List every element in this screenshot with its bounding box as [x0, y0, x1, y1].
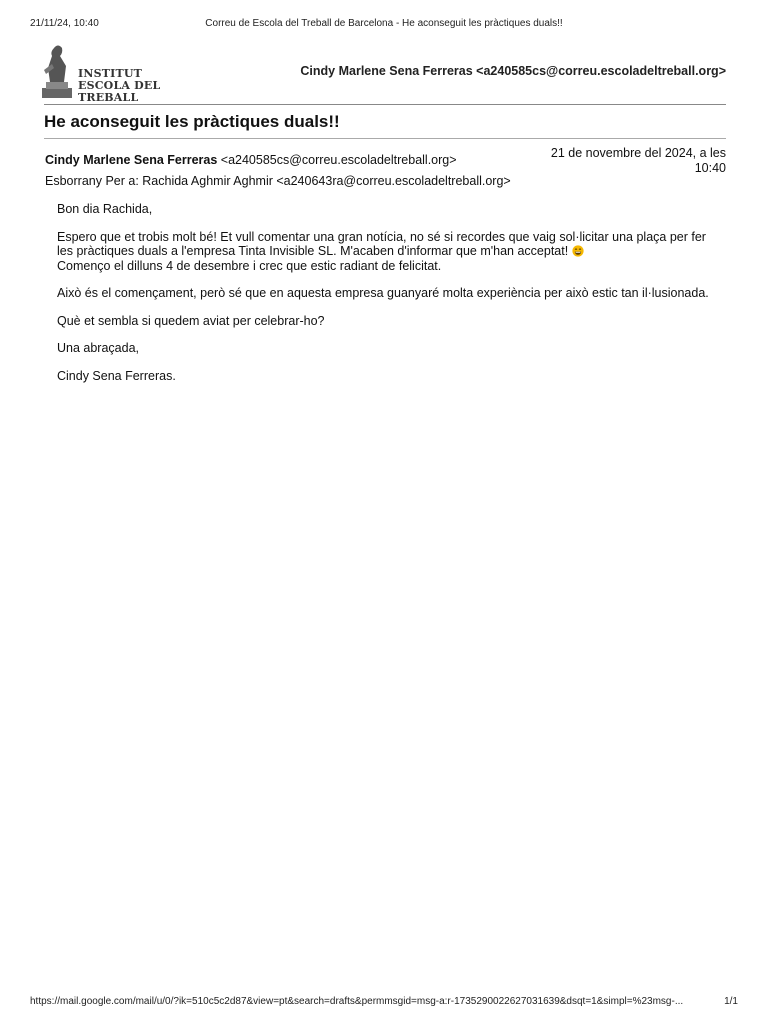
paragraph-experience: Això és el començament, però sé que en aquesta empresa guanyaré molta experiència per això estic tan il·lusionada.: [57, 286, 709, 300]
greeting: Bon dia Rachida,: [57, 202, 153, 216]
print-url: https://mail.google.com/mail/u/0/?ik=510c5c2d87&view=pt&search=drafts&permmsgid=msg-a:r-1735290022627031639&dsqt=1&simpl=%23msg-...: [30, 996, 684, 1007]
print-date: 21/11/24, 10:40: [30, 18, 99, 29]
grinning-face-icon: [572, 245, 584, 257]
logo-line1: INSTITUT: [78, 67, 143, 80]
subject-divider: [44, 138, 726, 139]
print-page-number: 1/1: [724, 996, 738, 1007]
recipient-line: Esborrany Per a: Rachida Aghmir Aghmir <a240643ra@correu.escoladeltreball.org>: [45, 174, 511, 188]
email-subject: He aconseguit les pràctiques duals!!: [44, 112, 340, 131]
closing: Una abraçada,: [57, 341, 140, 355]
logo-text: [78, 68, 188, 104]
print-title: Correu de Escola del Treball de Barcelona - He aconseguit les pràctiques duals!!: [205, 18, 563, 29]
sender-email: <a240585cs@correu.escoladeltreball.org>: [220, 153, 457, 167]
paragraph-news: [57, 230, 727, 274]
message-date-line1: 21 de novembre del 2024, a les: [550, 146, 726, 160]
paragraph-news-line1: Espero que et trobis molt bé! Et vull comentar una gran notícia, no sé si recordes que vaig sol·licitar una plaça per fer: [57, 229, 706, 244]
sender-line: [45, 153, 457, 167]
paragraph-news-line2: les pràctiques duals a l'empresa Tinta Invisible SL. M'acaben d'informar que m'han acceptat!: [57, 244, 569, 258]
paragraph-celebrate: Què et sembla si quedem aviat per celebrar-ho?: [57, 313, 325, 328]
logo-line2: ESCOLA DEL TREBALL: [78, 79, 161, 104]
message-body: [57, 202, 727, 396]
institution-logo: [38, 40, 188, 104]
message-date: [536, 146, 726, 176]
statue-logo-icon: [38, 40, 78, 100]
signature: Cindy Sena Ferreras.: [57, 368, 176, 383]
paragraph-news-line3: Començo el dilluns 4 de desembre i crec que estic radiant de felicitat.: [57, 258, 442, 273]
sender-name: Cindy Marlene Sena Ferreras: [45, 153, 218, 167]
message-date-line2: 10:40: [694, 161, 726, 175]
header-divider: [44, 104, 726, 105]
account-identity: Cindy Marlene Sena Ferreras <a240585cs@correu.escoladeltreball.org>: [300, 64, 726, 78]
